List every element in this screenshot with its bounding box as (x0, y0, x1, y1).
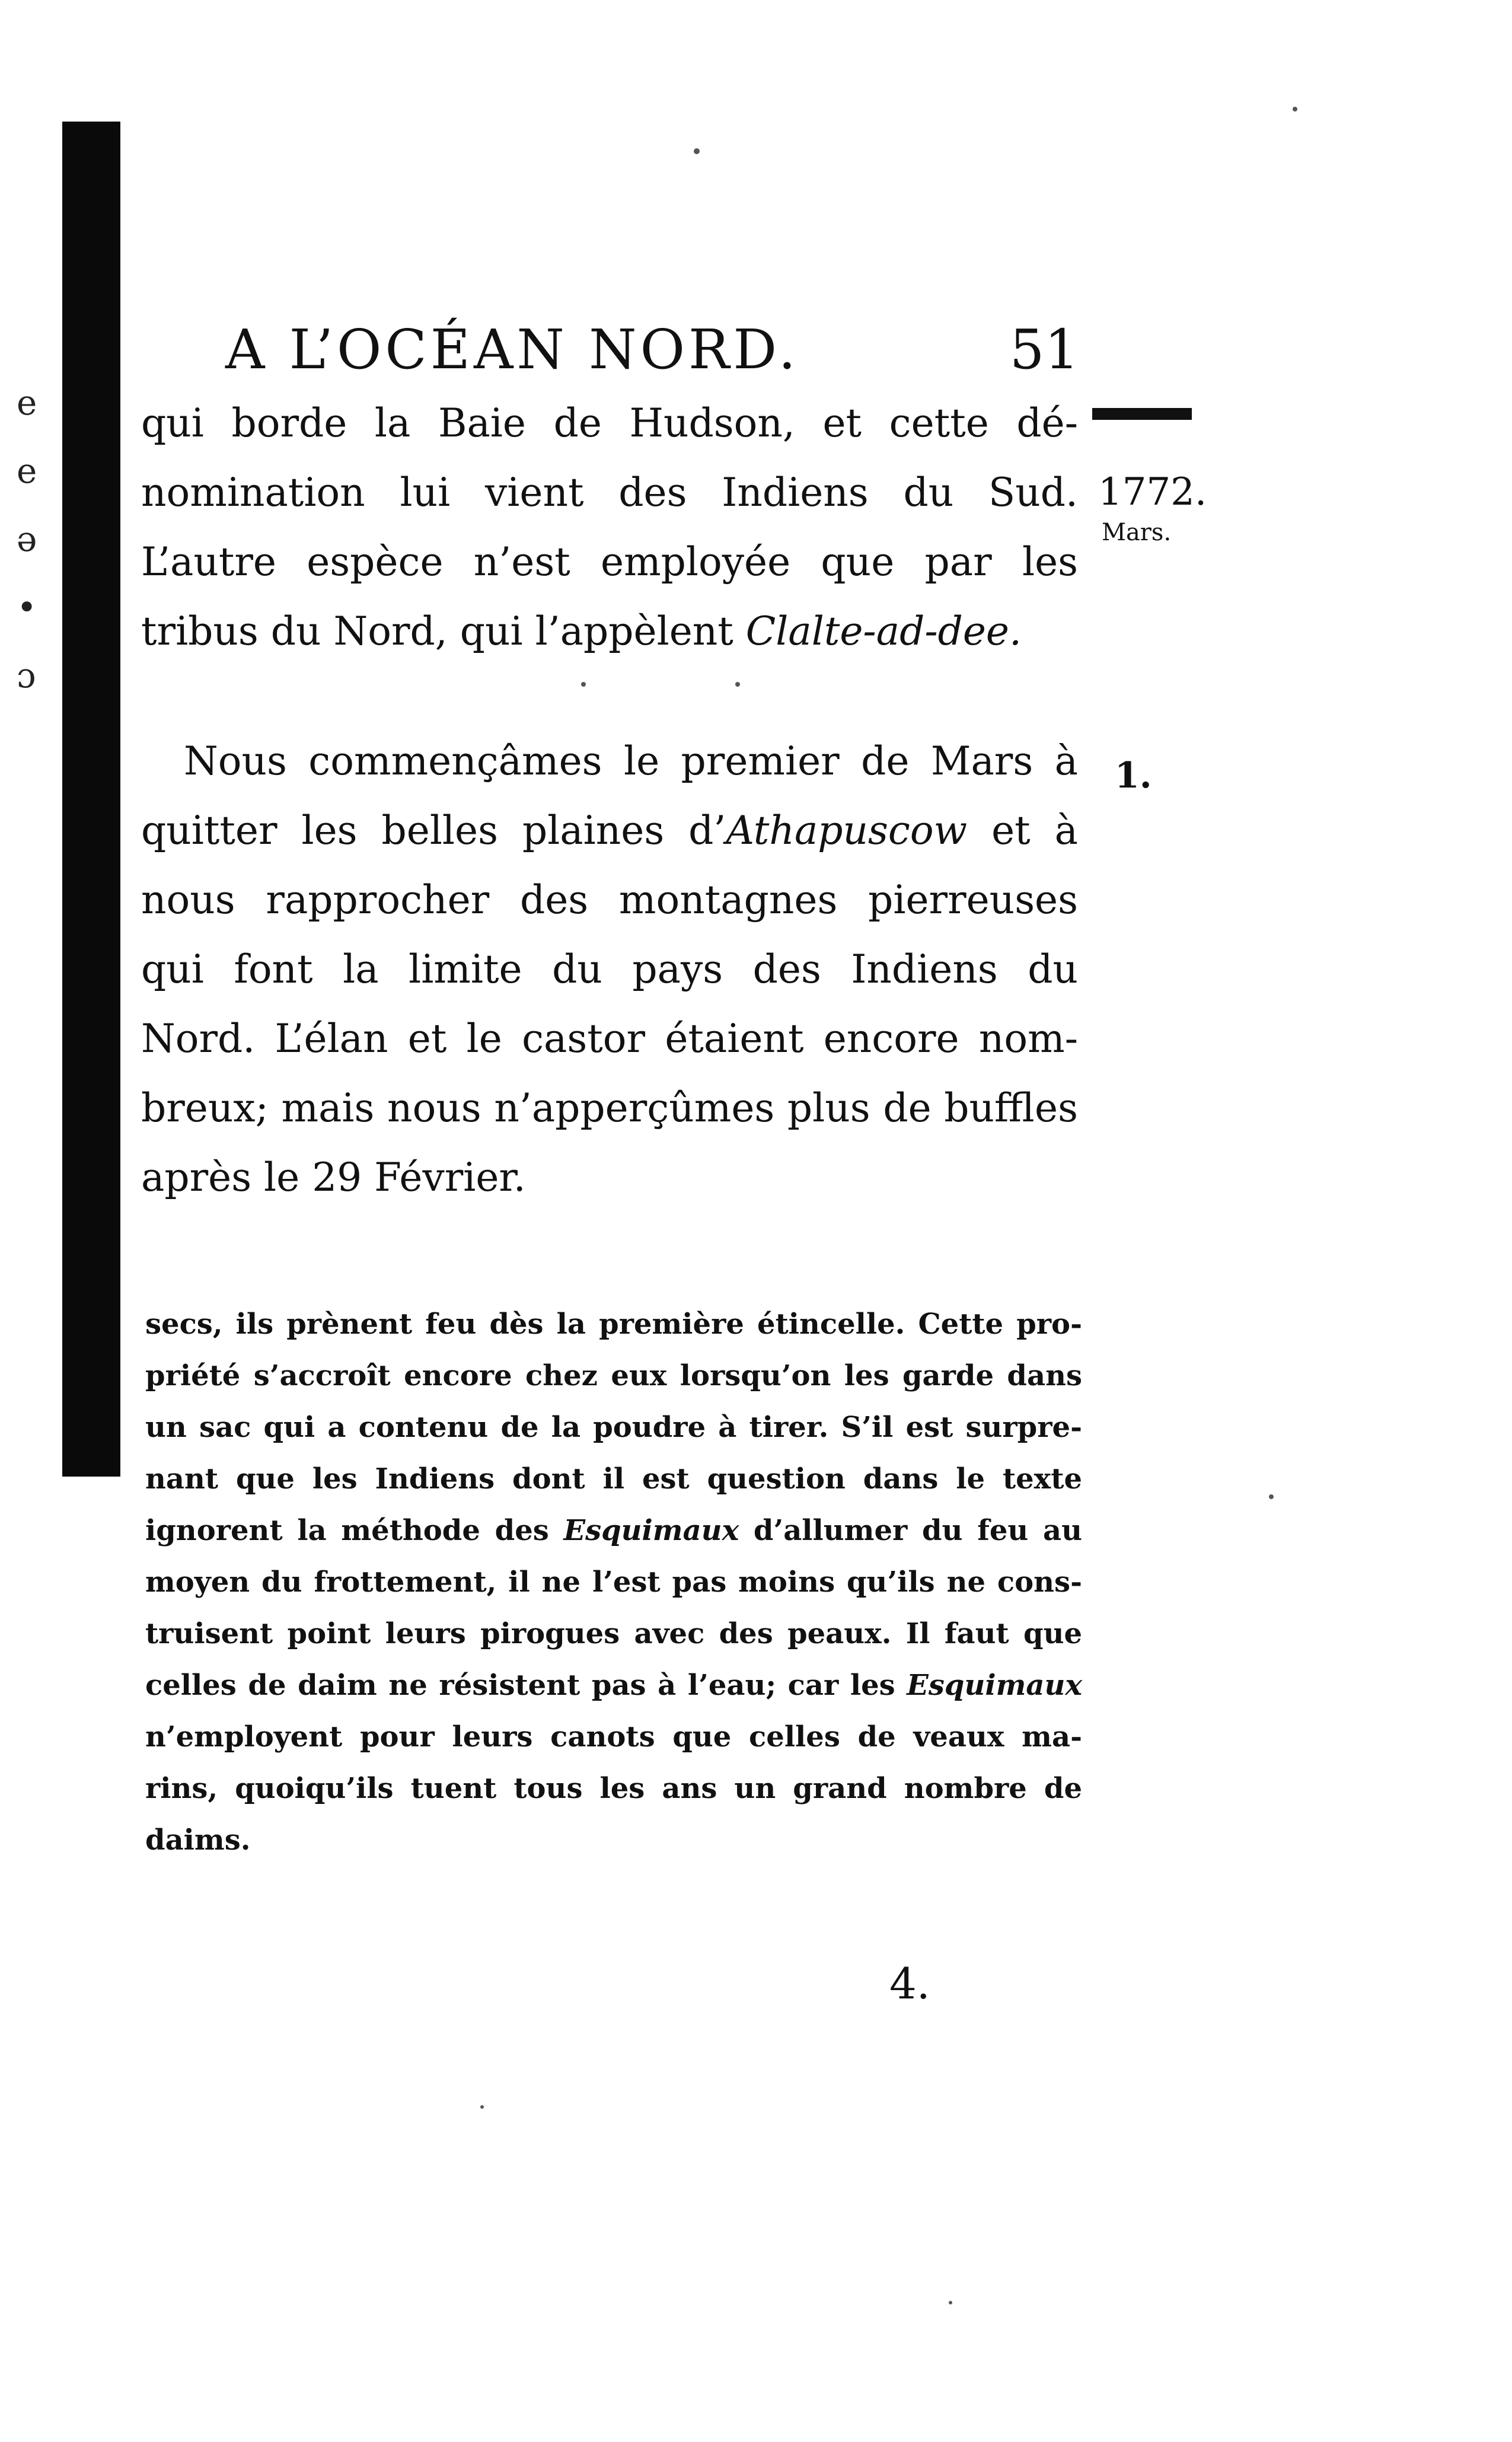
facing-page-fragment: e (17, 451, 37, 491)
running-title: A L’OCÉAN NORD. (225, 318, 800, 381)
text-line: qui font la limite du pays des Indiens du (141, 946, 1078, 992)
facing-page-fragment: ɔ (17, 655, 36, 696)
footnote-line: celles de daim ne résistent pas à l’eau; car les Esquimaux (145, 1669, 1082, 1702)
footnote-line: daims. (145, 1823, 251, 1857)
text-line: nomination lui vient des Indiens du Sud. (141, 470, 1078, 515)
footnote-line: n’employent pour leurs canots que celles de veaux ma- (145, 1720, 1082, 1754)
margin-rule (1092, 408, 1192, 420)
footnote-line: un sac qui a contenu de la poudre à tirer. S’il est surpre- (145, 1411, 1082, 1444)
footnote-line: truisent point leurs pirogues avec des peaux. Il faut que (145, 1617, 1082, 1650)
footnote (145, 1299, 1082, 1866)
scan-speck (735, 682, 740, 687)
scan-speck (581, 682, 586, 687)
text-line: tribus du Nord, qui l’appèlent Clalte-ad-dee. (141, 608, 1022, 654)
paragraph-1 (141, 388, 1078, 666)
footnote-line: nant que les Indiens dont il est question dans le texte (145, 1462, 1082, 1496)
margin-day: 1. (1115, 755, 1152, 796)
text-line: nous rapprocher des montagnes pierreuses (141, 877, 1078, 923)
text-line: quitter les belles plaines d’Athapuscow et à (141, 808, 1078, 853)
facing-page-fragment: • (17, 587, 37, 627)
text-line: breux; mais nous n’apperçûmes plus de buffles (141, 1085, 1078, 1131)
italic-term: Clalte-ad-dee. (745, 608, 1022, 654)
text-line: Nous commençâmes le premier de Mars à (184, 738, 1078, 784)
footnote-line: moyen du frottement, il ne l’est pas moins qu’ils ne cons- (145, 1566, 1082, 1599)
facing-page-fragment: ə (17, 519, 37, 559)
italic-term: Esquimaux (907, 1669, 1082, 1702)
binding-edge (62, 122, 120, 1477)
text-line: qui borde la Baie de Hudson, et cette dé- (141, 400, 1078, 446)
paragraph-2 (141, 726, 1078, 1212)
facing-page-fragment: e (17, 382, 37, 423)
scan-speck (1293, 107, 1297, 111)
footnote-line: rins, quoiqu’ils tuent tous les ans un grand nombre de (145, 1772, 1082, 1805)
italic-term: Esquimaux (563, 1514, 739, 1547)
margin-month: Mars. (1102, 519, 1172, 546)
scan-speck (694, 148, 700, 154)
footnote-line: secs, ils prènent feu dès la première étincelle. Cette pro- (145, 1308, 1082, 1341)
page-number: 51 (1009, 318, 1079, 381)
footnote-line: priété s’accroît encore chez eux lorsqu’on les garde dans (145, 1359, 1082, 1392)
running-header (225, 314, 1079, 385)
margin-year: 1772. (1098, 470, 1207, 514)
signature-mark: 4. (889, 1959, 930, 2009)
scan-speck (949, 2301, 952, 2304)
scan-speck (480, 2105, 484, 2109)
text-line: après le 29 Février. (141, 1155, 526, 1200)
scan-speck (1269, 1494, 1274, 1499)
text-line: Nord. L’élan et le castor étaient encore nom- (141, 1016, 1078, 1061)
footnote-line: ignorent la méthode des Esquimaux d’allumer du feu au (145, 1514, 1082, 1547)
text-line: L’autre espèce n’est employée que par les (141, 539, 1078, 585)
italic-place-name: Athapuscow (726, 808, 968, 853)
